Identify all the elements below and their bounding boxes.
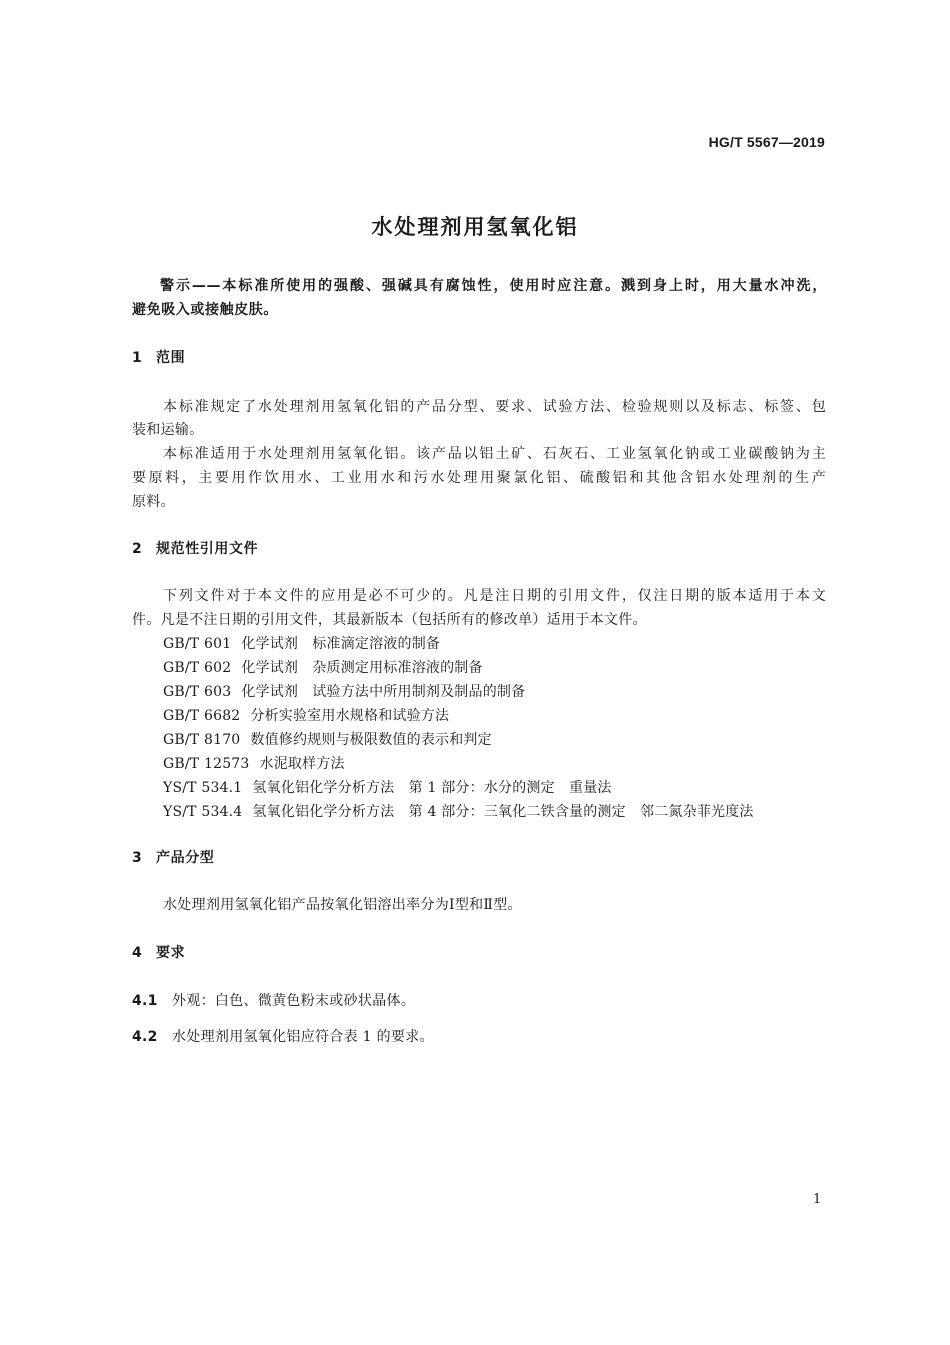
normative-reference [163,729,492,749]
normative-reference [163,801,754,821]
clause-text: 水处理剂用氢氧化铝应符合表 1 的要求。 [172,1029,434,1045]
normative-reference [163,777,612,797]
section-2-heading [132,538,258,558]
section-3-title: 产品分型 [156,850,215,866]
reference-title: 化学试剂 杂质测定用标准溶液的制备 [241,660,483,676]
section-3-p1: 水处理剂用氢氧化铝产品按氧化铝溶出率分为Ⅰ型和Ⅱ型。 [163,897,522,913]
reference-title: 氢氧化铝化学分析方法 第 4 部分：三氧化二铁含量的测定 邻二氮杂菲光度法 [252,804,754,820]
clause-text: 外观：白色、微黄色粉末或砂状晶体。 [172,993,416,1009]
section-4-title: 要求 [156,945,186,961]
section-1-p2-line-2: 要原料，主要用作饮用水、工业用水和污水处理用聚氯化铝、硫酸铝和其他含铝水处理剂的生产 [132,470,826,486]
section-4-number: 4 [132,945,143,961]
section-1-heading [132,347,185,367]
reference-title: 水泥取样方法 [259,756,345,772]
section-1-number: 1 [132,350,143,366]
reference-code: GB/T 6682 [163,708,241,724]
section-2-number: 2 [132,541,143,557]
normative-reference [163,657,483,677]
section-1-p1-line-2: 装和运输。 [132,422,204,438]
reference-code: GB/T 603 [163,684,232,700]
section-1-p1-line-1: 本标准规定了水处理剂用氢氧化铝的产品分型、要求、试验方法、检验规则以及标志、标签、包 [163,399,826,415]
reference-code: GB/T 602 [163,660,232,676]
normative-reference [163,633,440,653]
section-1-p2-line-1: 本标准适用于水处理剂用氢氧化铝。该产品以铝土矿、石灰石、工业氢氧化钠或工业碳酸钠为主 [163,446,826,462]
normative-reference [163,681,525,701]
section-3-heading [132,847,214,867]
section-2-p1-line-1: 下列文件对于本文件的应用是必不可少的。凡是注日期的引用文件，仅注日期的版本适用于本文 [163,588,826,604]
reference-code: GB/T 601 [163,636,232,652]
clause-number: 4.1 [132,993,158,1009]
normative-reference [163,705,449,725]
reference-title: 分析实验室用水规格和试验方法 [250,708,450,724]
document-title: 水处理剂用氢氧化铝 [371,215,579,239]
warning-line-2: 避免吸入或接触皮肤。 [132,302,278,318]
section-1-title: 范围 [156,350,186,366]
section-3-number: 3 [132,850,143,866]
reference-title: 数值修约规则与极限数值的表示和判定 [250,732,492,748]
standard-code: HG/T 5567—2019 [708,134,825,150]
reference-code: GB/T 8170 [163,732,241,748]
clause-number: 4.2 [132,1029,158,1045]
normative-reference [163,753,345,773]
page-number: 1 [813,1192,822,1207]
section-2-title: 规范性引用文件 [156,541,259,557]
reference-code: YS/T 534.4 [163,804,243,820]
section-4-heading [132,942,185,962]
warning-line-1: 警示——本标准所使用的强酸、强碱具有腐蚀性，使用时应注意。溅到身上时，用大量水冲洗， [160,278,827,294]
reference-code: YS/T 534.1 [163,780,243,796]
reference-code: GB/T 12573 [163,756,250,772]
reference-title: 化学试剂 标准滴定溶液的制备 [241,636,441,652]
clause-4-1 [132,990,415,1010]
section-2-p1-line-2: 件。凡是不注日期的引用文件，其最新版本（包括所有的修改单）适用于本文件。 [132,612,647,628]
reference-title: 化学试剂 试验方法中所用制剂及制品的制备 [241,684,526,700]
reference-title: 氢氧化铝化学分析方法 第 1 部分：水分的测定 重量法 [252,780,612,796]
clause-4-2 [132,1026,434,1046]
section-1-p2-line-3: 原料。 [132,494,175,510]
